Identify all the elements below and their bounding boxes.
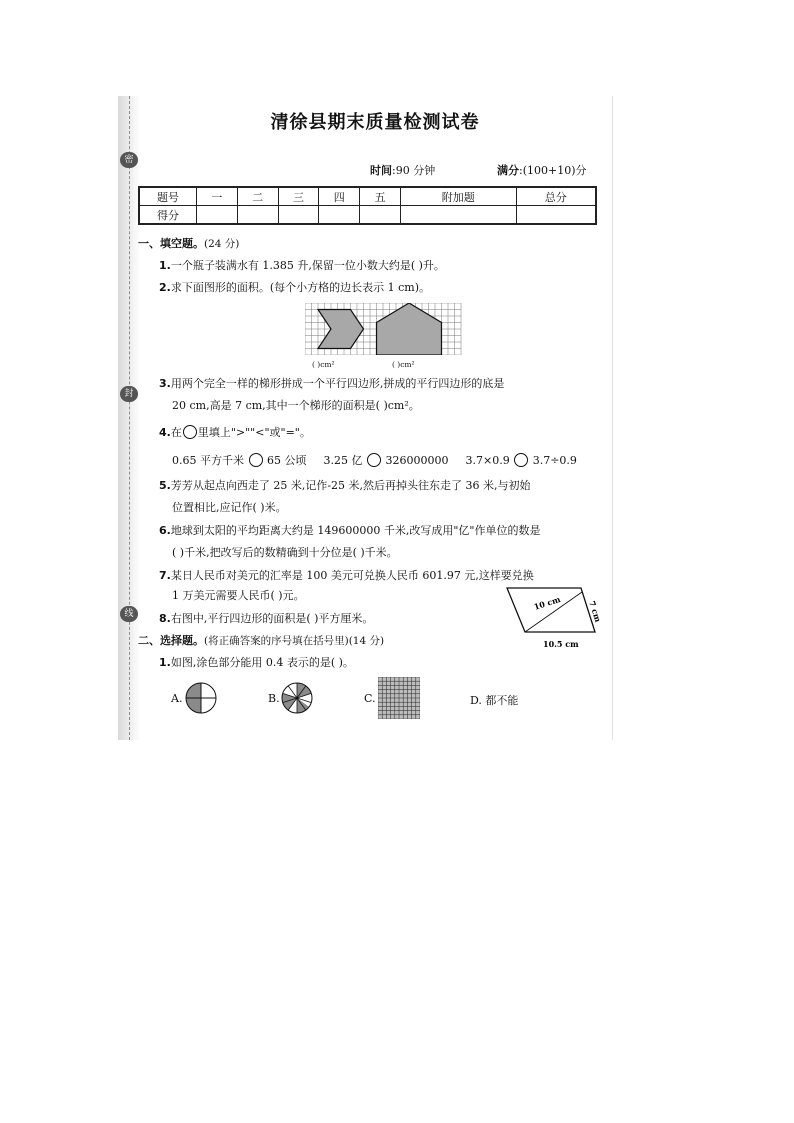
q8-number: 8.	[159, 612, 171, 625]
fig-side-label: 7 cm	[587, 599, 603, 624]
q6-line1: 地球到太阳的平均距离大约是 149600000 千米,改写成用"亿"作单位的数是	[170, 524, 541, 537]
score-cell[interactable]	[360, 206, 401, 225]
q4-c2-left: 3.25 亿	[323, 454, 363, 467]
question-1-3	[159, 377, 504, 391]
q2-number: 2.	[159, 281, 171, 294]
q4-c2-right: 326000000	[385, 454, 449, 467]
q3-number: 3.	[159, 377, 171, 390]
q4-circle-2[interactable]	[367, 453, 381, 467]
question-1-7	[159, 569, 534, 583]
section1-points: (24 分)	[204, 238, 240, 250]
q1-text: 一个瓶子装满水有 1.385 升,保留一位小数大约是( )升。	[170, 259, 445, 272]
q4-c1-right: 65 公顷	[267, 454, 307, 467]
score-row-label: 得分	[139, 206, 197, 225]
q3-line2: 20 cm,高是 7 cm,其中一个梯形的面积是( )cm²。	[172, 399, 420, 412]
score-cell[interactable]	[197, 206, 238, 225]
time-value: :90 分钟	[392, 164, 436, 177]
q5-line2: 位置相比,应记作( )米。	[172, 501, 287, 514]
full-score-info	[497, 162, 587, 178]
q4-number: 4.	[159, 426, 171, 439]
question-1-5	[159, 479, 531, 493]
score-cell[interactable]	[319, 206, 360, 225]
section2-title: 二、选择题。	[138, 634, 204, 647]
parallelogram-figure	[503, 586, 603, 652]
s2q1-text: 如图,涂色部分能用 0.4 表示的是( )。	[170, 656, 354, 669]
fig-slant-label: 10 cm	[532, 593, 562, 612]
question-1-2	[159, 281, 430, 295]
q7-line1: 某日人民币对美元的汇率是 100 美元可兑换人民币 601.97 元,这样要兑换	[170, 569, 534, 582]
section2-points: (将正确答案的序号填在括号里)(14 分)	[204, 635, 385, 647]
q6-number: 6.	[159, 524, 171, 537]
header-cell-number: 题号	[139, 187, 197, 206]
option-b-label[interactable]: B.	[268, 692, 280, 705]
house-pentagon-shape	[377, 303, 442, 355]
header-cell-1: 一	[197, 187, 238, 206]
q4-c1-left: 0.65 平方千米	[172, 454, 244, 467]
header-cell-2: 二	[237, 187, 278, 206]
header-cell-total: 总分	[516, 187, 596, 206]
header-cell-3: 三	[278, 187, 319, 206]
header-cell-4: 四	[319, 187, 360, 206]
score-cell[interactable]	[237, 206, 278, 225]
option-c-hundred-grid	[378, 677, 420, 719]
binding-mark-feng: 封	[120, 386, 138, 402]
score-cell[interactable]	[400, 206, 516, 225]
q1-number: 1.	[159, 259, 171, 272]
score-table-score-row	[139, 206, 596, 225]
q4-circle-3[interactable]	[514, 453, 528, 467]
full-score-label: 满分	[497, 164, 519, 177]
question-1-4	[159, 425, 311, 440]
option-b-tenths-circle	[281, 682, 313, 714]
q8-text: 右图中,平行四边形的面积是( )平方厘米。	[170, 612, 374, 625]
q3-line1: 用两个完全一样的梯形拼成一个平行四边形,拼成的平行四边形的底是	[170, 377, 505, 390]
parallelogram-shape	[507, 588, 595, 632]
q2-text: 求下面图形的面积。(每个小方格的边长表示 1 cm)。	[170, 281, 431, 294]
question-1-8	[159, 612, 373, 626]
score-table	[138, 186, 597, 225]
time-label: 时间	[370, 164, 392, 177]
q7-number: 7.	[159, 569, 171, 582]
binding-mark-mi: 密	[120, 152, 138, 168]
score-cell[interactable]	[516, 206, 596, 225]
question-1-1	[159, 259, 445, 273]
section1-heading	[138, 237, 239, 251]
q4-text-a: 在	[170, 426, 182, 439]
exam-title: 清徐县期末质量检测试卷	[270, 112, 480, 133]
q4-c3-left: 3.7×0.9	[465, 454, 510, 467]
area-grid-figure	[305, 303, 462, 355]
section1-title: 一、填空题。	[138, 237, 204, 250]
binding-mark-xian: 线	[120, 606, 138, 622]
option-a-label[interactable]: A.	[171, 692, 183, 705]
option-d-label[interactable]: D. 都不能	[470, 694, 519, 707]
full-score-value: :(100+10)分	[519, 164, 587, 177]
q4-circle-1[interactable]	[249, 453, 263, 467]
option-a-quarter-circle	[185, 682, 217, 714]
q4-text-b: 里填上">""<"或"="。	[197, 426, 311, 439]
q2-right-answer-blank[interactable]: ( )cm²	[392, 360, 415, 369]
header-cell-bonus: 附加题	[400, 187, 516, 206]
option-c-label[interactable]: C.	[364, 692, 376, 705]
question-2-1	[159, 656, 354, 670]
question-1-6	[159, 524, 540, 538]
fig-base-label: 10.5 cm	[543, 639, 579, 649]
q2-left-answer-blank[interactable]: ( )cm²	[312, 360, 335, 369]
q5-number: 5.	[159, 479, 171, 492]
q5-line1: 芳芳从起点向西走了 25 米,记作-25 米,然后再掉头往东走了 36 米,与初始	[170, 479, 531, 492]
section2-heading	[138, 634, 384, 648]
header-cell-5: 五	[360, 187, 401, 206]
circle-blank-icon	[183, 425, 197, 439]
time-info	[370, 162, 435, 178]
score-cell[interactable]	[278, 206, 319, 225]
q4-comparisons	[172, 453, 577, 468]
score-table-header-row	[139, 187, 596, 206]
q6-line2: ( )千米,把改写后的数精确到十分位是( )千米。	[172, 546, 398, 559]
binding-dashed-line	[129, 96, 130, 740]
q7-line2: 1 万美元需要人民币( )元。	[172, 589, 305, 602]
s2q1-number: 1.	[159, 656, 171, 669]
q4-c3-right: 3.7÷0.9	[532, 454, 577, 467]
